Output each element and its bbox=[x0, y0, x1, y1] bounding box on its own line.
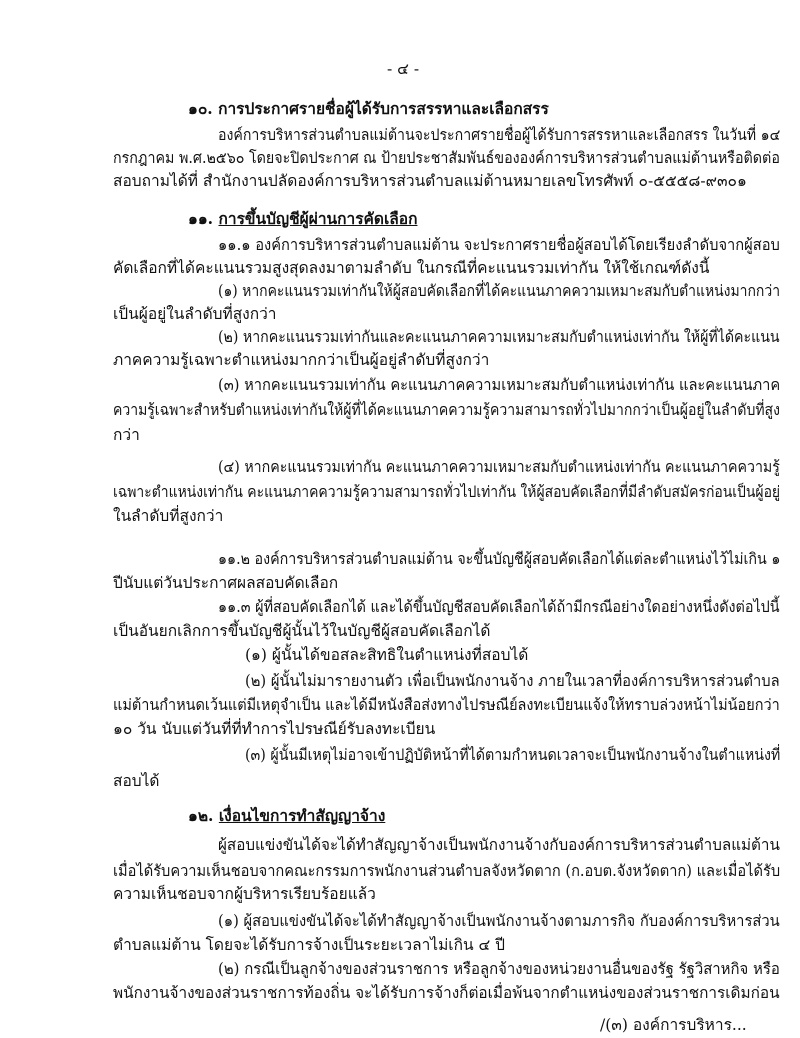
footer-continuation: /(๓) องค์การบริหาร... bbox=[600, 1016, 747, 1034]
section-11-line: (๔) หากคะแนนรวมเท่ากัน คะแนนภาคความเหมาะสมกับตำแหน่งเท่ากัน คะแนนภาคความรู้ bbox=[218, 458, 780, 476]
section-11-line: เป็นผู้อยู่ในลำดับที่สูงกว่า bbox=[113, 305, 277, 323]
section-11-line: ความรู้เฉพาะสำหรับตำแหน่งเท่ากันให้ผู้ที่ได้คะแนนภาคความรู้ความสามารถทั่วไปมากกว่าเป็นผู้อยู่ในลำดับที่สูง bbox=[113, 401, 780, 419]
section-11-line: (๒) ผู้นั้นไม่มารายงานตัว เพื่อเป็นพนักงานจ้าง ภายในเวลาที่องค์การบริหารส่วนตำบล bbox=[245, 672, 780, 690]
section-12-line: เมื่อได้รับความเห็นชอบจากคณะกรรมการพนักงานส่วนตำบลจังหวัดตาก (ก.อบต.จังหวัดตาก) และเมื่อได้รับ bbox=[113, 862, 781, 880]
page-number: - ๔ - bbox=[387, 60, 420, 78]
section-11-line: เฉพาะตำแหน่งเท่ากัน คะแนนภาคความรู้ความสามารถทั่วไปเท่ากัน ให้ผู้สอบคัดเลือกที่มีลำดับสมัครก่อนเป็นผู้อยู่ bbox=[113, 483, 781, 501]
section-11-line: (๑) ผู้นั้นได้ขอสละสิทธิในตำแหน่งที่สอบได้ bbox=[245, 646, 529, 664]
section-12-heading-number: ๑๒. bbox=[188, 806, 214, 825]
section-11-line: ๑๑.๑ องค์การบริหารส่วนตำบลแม่ต้าน จะประกาศรายชื่อผู้สอบได้โดยเรียงลำดับจากผู้สอบ bbox=[218, 236, 780, 254]
section-11-line: (๑) หากคะแนนรวมเท่ากันให้ผู้สอบคัดเลือกที่ได้คะแนนภาคความเหมาะสมกับตำแหน่งมากกว่า bbox=[218, 282, 781, 300]
section-11-line: (๒) หากคะแนนรวมเท่ากันและคะแนนภาคความเหมาะสมกับตำแหน่งเท่ากัน ให้ผู้ที่ได้คะแนน bbox=[218, 328, 780, 346]
section-12-line: ตำบลแม่ต้าน โดยจะได้รับการจ้างเป็นระยะเวลาไม่เกิน ๔ ปี bbox=[113, 936, 505, 954]
section-12-line: พนักงานจ้างของส่วนราชการท้องถิ่น จะได้รับการจ้างก็ต่อเมื่อพ้นจากตำแหน่งของส่วนราชการเดิมก่อน bbox=[113, 984, 780, 1002]
section-10-line: สอบถามได้ที่ สำนักงานปลัดองค์การบริหารส่วนตำบลแม่ต้านหมายเลขโทรศัพท์ ๐-๕๕๕๘-๙๓๐๑ bbox=[113, 172, 747, 190]
section-10-heading: ๑๐. การประกาศรายชื่อผู้ได้รับการสรรหาและเลือกสรร bbox=[188, 99, 549, 118]
section-11-line: (๓) หากคะแนนรวมเท่ากัน คะแนนภาคความเหมาะสมกับตำแหน่งเท่ากัน และคะแนนภาค bbox=[218, 376, 781, 394]
section-11-line: ๑๐ วัน นับแต่วันที่ที่ทำการไปรษณีย์รับลงทะเบียน bbox=[113, 720, 436, 738]
section-12-line: (๒) กรณีเป็นลูกจ้างของส่วนราชการ หรือลูกจ้างของหน่วยงานอื่นของรัฐ รัฐวิสาหกิจ หรือ bbox=[218, 960, 780, 978]
section-11-line: ภาคความรู้เฉพาะตำแหน่งมากกว่าเป็นผู้อยู่ลำดับที่สูงกว่า bbox=[113, 351, 490, 369]
section-12-line: (๑) ผู้สอบแข่งขันได้จะได้ทำสัญญาจ้างเป็นพนักงานจ้างตามภารกิจ กับองค์การบริหารส่วน bbox=[218, 912, 780, 930]
section-11-line: ในลำดับที่สูงกว่า bbox=[113, 507, 224, 525]
section-11-line: กว่า bbox=[113, 426, 140, 444]
section-11-line: เป็นอันยกเลิกการขึ้นบัญชีผู้นั้นไว้ในบัญชีผู้สอบคัดเลือกได้ bbox=[113, 622, 491, 640]
section-11-line: ปีนับแต่วันประกาศผลสอบคัดเลือก bbox=[113, 574, 339, 592]
section-12-line: ความเห็นชอบจากผู้บริหารเรียบร้อยแล้ว bbox=[113, 885, 376, 903]
section-11-line: คัดเลือกที่ได้คะแนนรวมสูงสุดลงมาตามลำดับ ในกรณีที่คะแนนรวมเท่ากัน ให้ใช้เกณฑ์ดังนี้ bbox=[113, 259, 710, 277]
section-11-heading-text: การขึ้นบัญชีผู้ผ่านการคัดเลือก bbox=[218, 209, 418, 228]
section-12-heading bbox=[188, 805, 385, 827]
section-10-line: องค์การบริหารส่วนตำบลแม่ต้านจะประกาศรายชื่อผู้ได้รับการสรรหาและเลือกสรร ในวันที่ ๑๔ bbox=[218, 126, 781, 144]
section-11-heading-number: ๑๑. bbox=[188, 209, 214, 228]
section-11-line: สอบได้ bbox=[113, 772, 160, 790]
section-11-line: (๓) ผู้นั้นมีเหตุไม่อาจเข้าปฏิบัติหน้าที่ได้ตามกำหนดเวลาจะเป็นพนักงานจ้างในตำแหน่งที่ bbox=[245, 746, 781, 764]
section-11-heading bbox=[188, 208, 417, 230]
section-12-line: ผู้สอบแข่งขันได้จะได้ทำสัญญาจ้างเป็นพนักงานจ้างกับองค์การบริหารส่วนตำบลแม่ต้าน bbox=[218, 836, 780, 854]
section-10-line: กรกฎาคม พ.ศ.๒๕๖๐ โดยจะปิดประกาศ ณ ป้ายประชาสัมพันธ์ขององค์การบริหารส่วนตำบลแม่ต้านหรือติดต่อ bbox=[113, 149, 780, 167]
section-11-line: ๑๑.๒ องค์การบริหารส่วนตำบลแม่ต้าน จะขึ้นบัญชีผู้สอบคัดเลือกได้แต่ละตำแหน่งไว้ไม่เกิน ๑ bbox=[218, 550, 781, 568]
section-11-line: แม่ต้านกำหนดเว้นแต่มีเหตุจำเป็น และได้มีหนังสือส่งทางไปรษณีย์ลงทะเบียนแจ้งให้ทราบล่วงหน้าไม่น้อยกว่า bbox=[113, 696, 780, 714]
section-12-heading-text: เงื่อนไขการทำสัญญาจ้าง bbox=[218, 806, 386, 825]
section-11-line: ๑๑.๓ ผู้ที่สอบคัดเลือกได้ และได้ขึ้นบัญชีสอบคัดเลือกได้ถ้ามีกรณีอย่างใดอย่างหนึ่งดังต่อไปนี้ bbox=[218, 598, 780, 616]
